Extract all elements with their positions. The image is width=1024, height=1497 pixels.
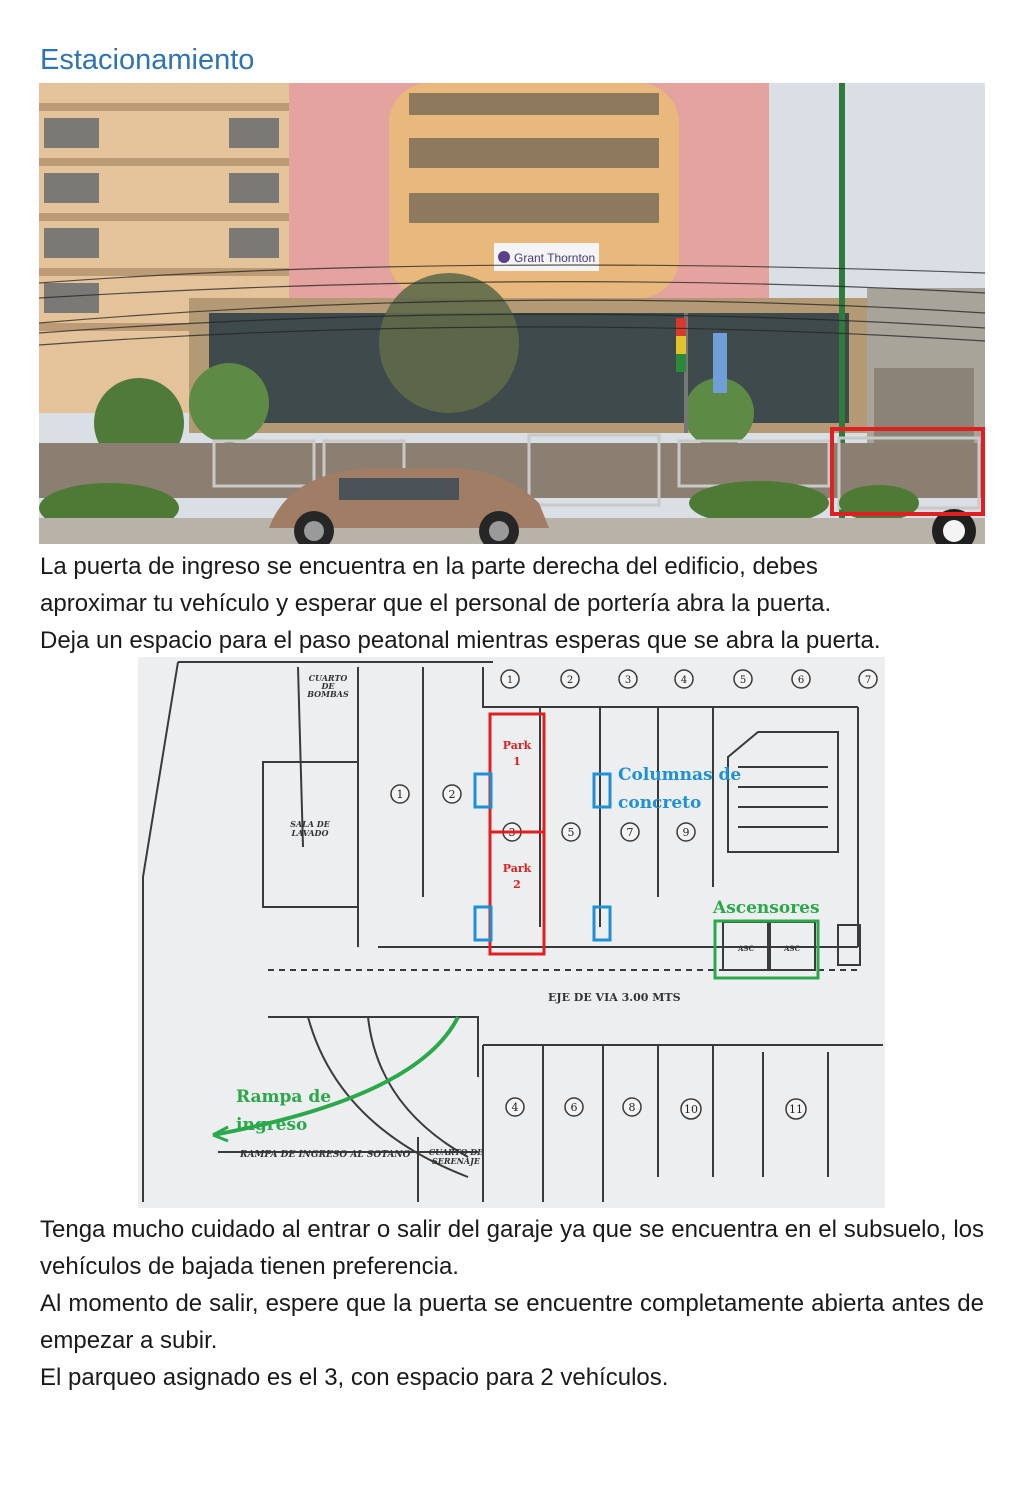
- top-marker: 4: [680, 675, 688, 686]
- sign-logo-icon: [498, 251, 510, 263]
- label-cuarto-serenaje: CUARTO DE: [428, 1147, 484, 1157]
- notes-paragraph: [40, 1211, 984, 1396]
- top-marker: 5: [739, 675, 747, 686]
- space-number: 2: [448, 788, 456, 801]
- intro-line: Deja un espacio para el paso peatonal mientras esperas que se abra la puerta.: [40, 627, 881, 654]
- top-marker: 1: [506, 675, 514, 686]
- note-line: El parqueo asignado es el 3, con espacio para 2 vehículos.: [40, 1364, 669, 1391]
- space-number: 10: [684, 1103, 698, 1116]
- columnas-label: concreto: [618, 793, 702, 813]
- top-marker: 7: [864, 675, 872, 686]
- label-asc: ASC: [738, 944, 755, 953]
- page-title: Estacionamiento: [40, 44, 255, 76]
- intro-line: aproximar tu vehículo y esperar que el personal de portería abra la puerta.: [40, 590, 832, 617]
- floor-plan: [138, 657, 885, 1208]
- label-rampa-sotano: RAMPA DE INGRESO AL SOTANO: [240, 1150, 411, 1160]
- top-marker: 2: [566, 675, 574, 686]
- space-number: 8: [628, 1101, 636, 1114]
- label-cuarto-bombas: DE: [321, 681, 335, 691]
- building-photo: [39, 83, 985, 544]
- columnas-label: Columnas de: [618, 765, 742, 785]
- label-cuarto-bombas: CUARTO: [308, 673, 348, 683]
- note-line: Tenga mucho cuidado al entrar o salir del garaje ya que se encuentra en el subsuelo, los vehículos de bajada tienen preferencia.: [40, 1216, 984, 1280]
- label-cuarto-serenaje: SERENAJE: [431, 1156, 481, 1166]
- label-sala-lavado: SALA DE: [290, 819, 330, 829]
- note-line: Al momento de salir, espere que la puerta se encuentre completamente abierta antes de empezar a subir.: [40, 1290, 984, 1354]
- space-number: 6: [570, 1101, 578, 1114]
- label-asc: ASC: [784, 944, 801, 953]
- intro-line: La puerta de ingreso se encuentra en la parte derecha del edificio, debes: [40, 553, 818, 580]
- ascensores-label: Ascensores: [713, 898, 820, 918]
- space-number: 11: [789, 1103, 803, 1116]
- park1-label: 1: [513, 755, 521, 768]
- space-number: 9: [682, 826, 690, 839]
- space-number: 7: [626, 826, 634, 839]
- label-sala-lavado: LAVADO: [291, 828, 329, 838]
- label-cuarto-bombas: BOMBAS: [307, 689, 349, 699]
- rampa-label: Rampa de: [236, 1087, 332, 1107]
- space-number: 3: [508, 826, 516, 839]
- sign-text: Grant Thornton: [514, 251, 596, 265]
- park2-label: Park: [502, 862, 532, 875]
- space-number: 4: [511, 1101, 519, 1114]
- rampa-label: ingreso: [236, 1115, 308, 1135]
- top-marker: 6: [797, 675, 805, 686]
- intro-paragraph: [40, 548, 984, 659]
- park1-label: Park: [502, 739, 532, 752]
- label-eje-via: EJE DE VIA 3.00 MTS: [548, 991, 681, 1004]
- park2-label: 2: [513, 878, 521, 891]
- top-marker: 3: [624, 675, 632, 686]
- space-number: 1: [396, 788, 404, 801]
- space-number: 5: [567, 826, 575, 839]
